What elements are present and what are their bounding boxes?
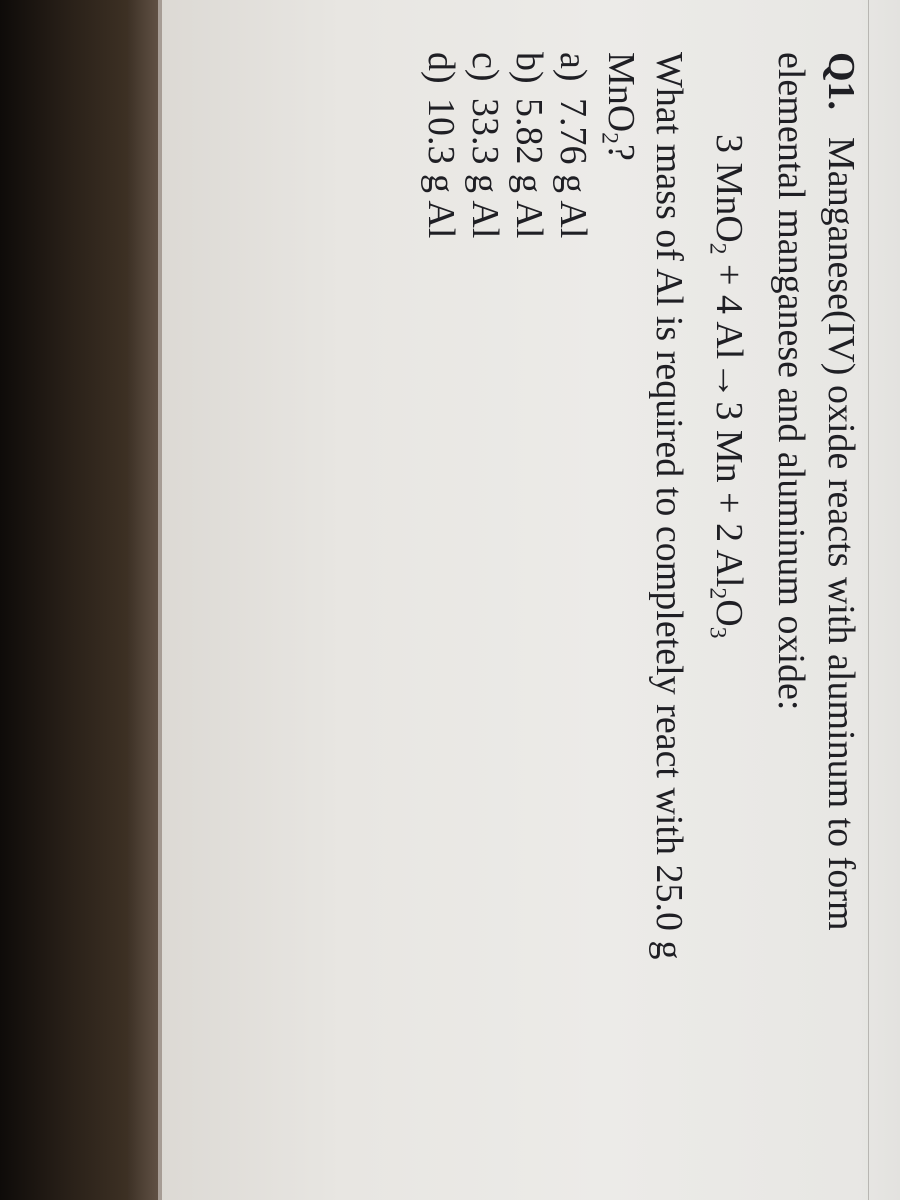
paper-edge-line [868, 0, 869, 1200]
equation-products: 3 Mn + 2 Al [708, 401, 750, 588]
question-stem-line-1: Manganese(IV) oxide reacts with aluminum to form [820, 137, 862, 931]
option-text: 33.3 g Al [464, 98, 506, 239]
option-d [422, 52, 460, 238]
prompt-formula-subscript: 2 [596, 132, 623, 145]
equation-reactant-mno2: 3 MnO [708, 134, 750, 243]
equation-subscript: 2 [704, 587, 731, 600]
option-b [510, 52, 548, 238]
equation-subscript: 3 [704, 626, 731, 639]
option-letter: a) [552, 52, 594, 82]
equation-subscript: 2 [704, 242, 731, 255]
option-text: 7.76 g Al [552, 98, 594, 239]
option-letter: b) [508, 52, 550, 84]
question-prompt-line-2 [596, 52, 642, 161]
question-stem-line-2: elemental manganese and aluminum oxide: [770, 52, 812, 711]
option-a [554, 52, 592, 238]
option-c [466, 52, 504, 238]
question-page [140, 52, 860, 1172]
question-number: Q1. [820, 52, 862, 111]
equation-reactant-al: + 4 Al [708, 254, 750, 360]
option-letter: c) [464, 52, 506, 82]
option-text: 5.82 g Al [508, 98, 550, 239]
option-letter: d) [420, 52, 462, 84]
chemical-equation [704, 134, 750, 639]
question-prompt-line-1: What mass of Al is required to completely react with 25.0 g [648, 52, 690, 960]
option-text: 10.3 g Al [420, 98, 462, 239]
prompt-question-mark: ? [600, 144, 642, 161]
reaction-arrow: → [708, 361, 750, 400]
equation-oxygen: O [708, 599, 750, 627]
prompt-formula: MnO [600, 52, 642, 133]
